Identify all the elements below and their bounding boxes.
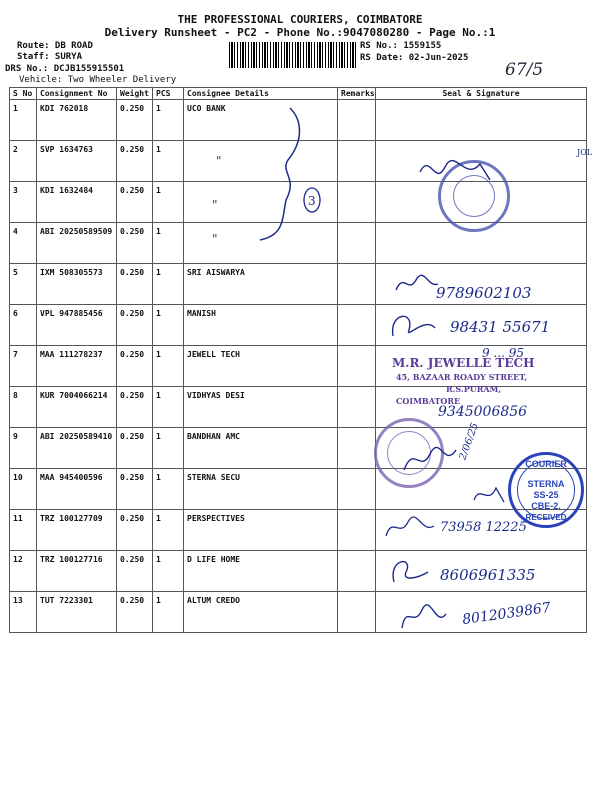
cell-remarks [338,141,376,182]
cell-consignment-no: ABI 20250589509 [37,223,117,264]
cell-pcs: 1 [153,387,184,428]
cell-pcs: 1 [153,346,184,387]
signature-row5 [392,270,442,298]
cell-consignment-no: ABI 20250589410 [37,428,117,469]
cell-pcs: 1 [153,141,184,182]
cell-consignee: D LIFE HOME [184,551,338,592]
cell-sno: 10 [10,469,37,510]
cell-remarks [338,551,376,592]
cell-remarks [338,469,376,510]
cell-consignment-no: MAA 111278237 [37,346,117,387]
ditto-mark: " [212,232,218,246]
col-weight: Weight [117,88,153,100]
cell-sno: 8 [10,387,37,428]
cell-consignee: PERSPECTIVES [184,510,338,551]
cell-remarks [338,305,376,346]
cell-consignment-no: KDI 1632484 [37,182,117,223]
cell-weight: 0.250 [117,223,153,264]
rs-number: RS No.: 1559155 [360,41,442,51]
cell-sno: 5 [10,264,37,305]
cell-consignment-no: TUT 7223301 [37,592,117,633]
phone-row13: 8012039867 [461,599,552,629]
cell-weight: 0.250 [117,100,153,141]
cell-seal-signature [376,100,587,141]
cell-consignee: STERNA SECU [184,469,338,510]
signature-row9 [400,440,470,480]
cell-weight: 0.250 [117,305,153,346]
cell-sno: 12 [10,551,37,592]
cell-consignee: VIDHYAS DESI [184,387,338,428]
col-remarks: Remarks [338,88,376,100]
cell-consignee: UCO BANK [184,100,338,141]
handwritten-date: 2/06/25 [457,421,482,462]
cell-weight: 0.250 [117,428,153,469]
cell-sno: 7 [10,346,37,387]
phone-row7: 9 ... 95 [482,346,524,360]
cell-pcs: 1 [153,592,184,633]
runsheet-subtitle: Delivery Runsheet - PC2 - Phone No.:9047080280 - Page No.:1 [104,26,496,39]
cell-weight: 0.250 [117,592,153,633]
courier-stamp-name: STERNA [527,479,565,489]
cell-pcs: 1 [153,223,184,264]
cell-pcs: 1 [153,428,184,469]
jewelle-stamp-address2: R.S.PURAM, [446,384,502,394]
cell-sno: 11 [10,510,37,551]
cell-sno: 4 [10,223,37,264]
col-consignee: Consignee Details [184,88,338,100]
cell-consignment-no: IXM 508305573 [37,264,117,305]
cell-consignment-no: KDI 762018 [37,100,117,141]
company-title: THE PROFESSIONAL COURIERS, COIMBATORE [177,13,423,26]
cell-consignment-no: MAA 945400596 [37,469,117,510]
handwritten-bracket [240,100,330,250]
phone-row12: 8606961335 [440,566,536,584]
cell-consignee: JEWELL TECH [184,346,338,387]
phone-row11: 73958 12225 [440,520,527,535]
col-pcs: PCS [153,88,184,100]
jewelle-stamp-name: M.R. JEWELLE TECH [392,356,535,370]
cell-remarks [338,264,376,305]
phone-row6: 98431 55671 [450,318,551,336]
cell-pcs: 1 [153,551,184,592]
ditto-mark: " [216,154,222,168]
cell-consignee: SRI AISWARYA [184,264,338,305]
svg-text:3: 3 [308,194,316,208]
cell-pcs: 1 [153,182,184,223]
cell-consignee: BANDHAN AMC [184,428,338,469]
margin-note: JOL [577,148,593,157]
signature-row10 [470,480,510,510]
cell-weight: 0.250 [117,182,153,223]
cell-consignee: MANISH [184,305,338,346]
cell-consignment-no: TRZ 100127716 [37,551,117,592]
cell-weight: 0.250 [117,264,153,305]
handwritten-page-ref: 67/5 [505,60,544,80]
courier-stamp-bottom: RECEIVED [525,513,567,522]
cell-remarks [338,387,376,428]
staff-label: Staff: SURYA [17,52,83,62]
cell-consignment-no: KUR 7004066214 [37,387,117,428]
cell-consignment-no: TRZ 100127709 [37,510,117,551]
cell-pcs: 1 [153,469,184,510]
cell-pcs: 1 [153,510,184,551]
vehicle-label: Vehicle: Two Wheeler Delivery [19,75,177,85]
col-seal-signature: Seal & Signature [376,88,587,100]
table-header-row [10,88,587,100]
cell-consignee: ALTUM CREDO [184,592,338,633]
courier-stamp-code: SS-25 [533,490,559,500]
signature-row12 [384,552,434,588]
cell-sno: 13 [10,592,37,633]
cell-pcs: 1 [153,305,184,346]
barcode [229,42,356,68]
cell-sno: 9 [10,428,37,469]
courier-stamp-top: COURIER [525,459,567,469]
cell-sno: 2 [10,141,37,182]
cell-pcs: 1 [153,264,184,305]
cell-remarks [338,346,376,387]
cell-consignment-no: VPL 947885456 [37,305,117,346]
cell-weight: 0.250 [117,551,153,592]
cell-pcs: 1 [153,100,184,141]
cell-remarks [338,510,376,551]
route-label: Route: DB ROAD [17,41,93,51]
cell-sno: 3 [10,182,37,223]
phone-row8: 9345006856 [438,404,528,420]
cell-remarks [338,592,376,633]
cell-remarks [338,182,376,223]
col-consignment: Consignment No [37,88,117,100]
jewelle-stamp-address1: 45, BAZAAR ROADY STREET, [396,372,528,382]
cell-remarks [338,223,376,264]
cell-weight: 0.250 [117,387,153,428]
courier-stamp-area: CBE-2. [531,501,561,511]
cell-weight: 0.250 [117,346,153,387]
cell-remarks [338,100,376,141]
cell-sno: 1 [10,100,37,141]
cell-weight: 0.250 [117,141,153,182]
courier-received-stamp [508,452,584,528]
col-sno: S No [10,88,37,100]
cell-remarks [338,428,376,469]
table-row [10,428,587,469]
phone-row5: 9789602103 [436,284,532,302]
cell-sno: 6 [10,305,37,346]
signature-row11 [380,512,440,542]
cell-weight: 0.250 [117,469,153,510]
signature-row13 [396,598,456,636]
signature-row6 [385,306,445,346]
cell-weight: 0.250 [117,510,153,551]
rs-date: RS Date: 02-Jun-2025 [360,53,469,63]
signature-row2 [410,152,500,192]
jewelle-stamp-city: COIMBATORE [396,396,461,406]
cell-consignment-no: SVP 1634763 [37,141,117,182]
drs-label: DRS No.: DCJB155915501 [5,64,125,74]
ditto-mark: " [212,198,218,212]
